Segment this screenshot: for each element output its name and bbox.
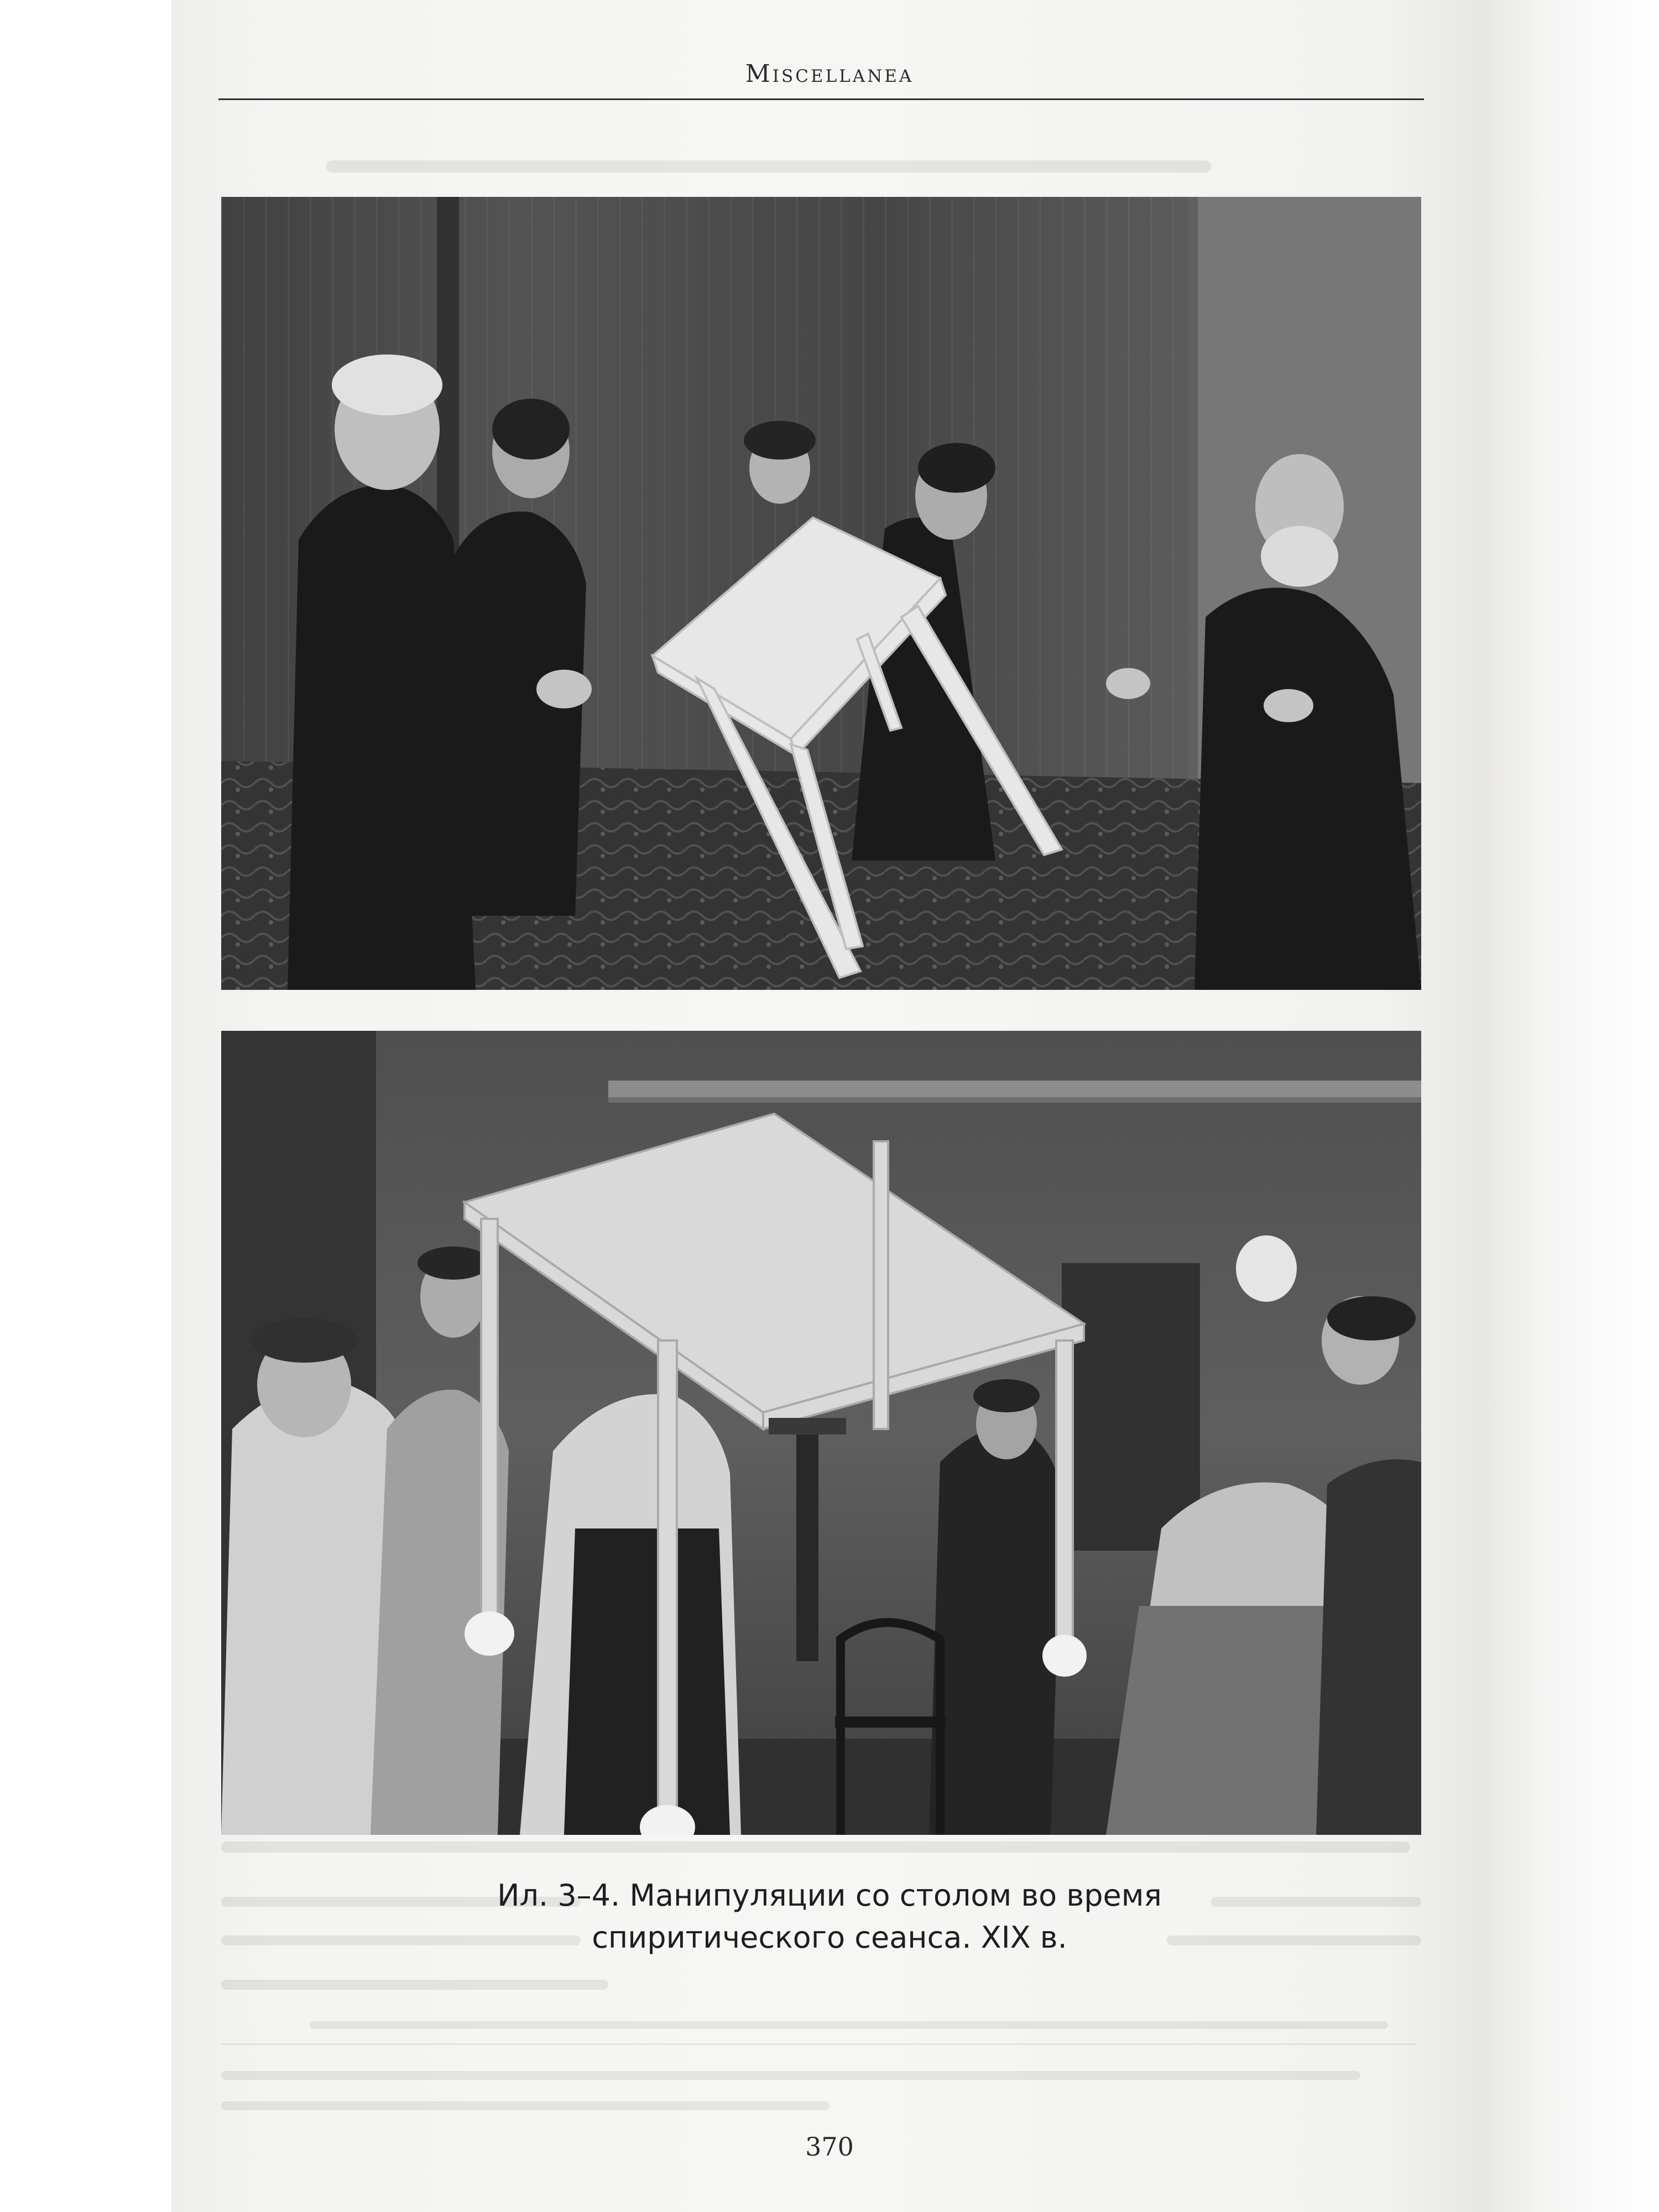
seance-table-tilt-photo: [221, 197, 1421, 990]
figure-photo-4: [221, 1031, 1421, 1835]
figure-photo-3: [221, 197, 1421, 990]
caption-line-1: Ил. 3–4. Манипуляции со столом во время: [497, 1878, 1162, 1913]
right-scan-margin: [1488, 0, 1659, 2212]
book-page: [171, 0, 1488, 2212]
left-scan-margin: [0, 0, 171, 2212]
seance-table-raised-photo: [221, 1031, 1421, 1835]
figure-caption: [171, 1875, 1488, 1959]
caption-line-2: спиритического сеанса. XIX в.: [592, 1920, 1067, 1955]
running-head: Miscellanea: [745, 60, 914, 88]
page-number: 370: [805, 2132, 854, 2162]
